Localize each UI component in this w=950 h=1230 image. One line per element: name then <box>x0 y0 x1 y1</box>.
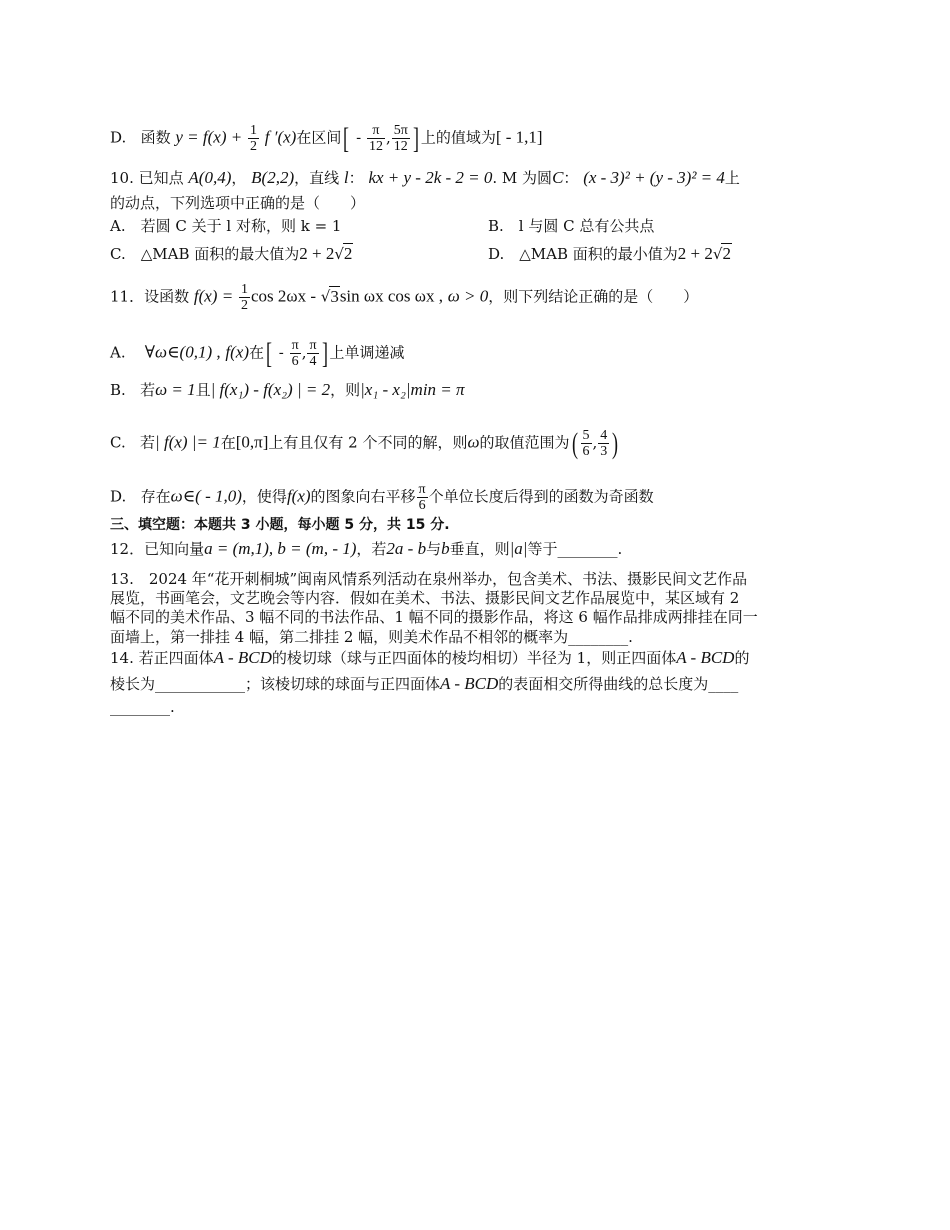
section-title: 三、填空题：本题共 3 小题，每小题 5 分，共 15 分. <box>110 517 450 533</box>
q10-stem: 10. 已知点 A(0,4)， B(2,2)，直线 l： kx + y - 2k - 2 = 0. M 为圆C： (x - 3)² + (y - 3)² = 4上 <box>110 168 740 187</box>
q10-option-d: D. △MAB 面积的最小值为2 + 2√2 <box>488 244 731 263</box>
q12: 12．已知向量a = (m,1), b = (m, - 1)，若2a - b与b垂直，则|a|等于________. <box>110 539 623 558</box>
q14-line-2: 棱长为____________；该棱切球的球面与正四面体A - BCD的表面相交所得曲线的总长度为____ <box>110 674 739 693</box>
q10-option-c: C. △MAB 面积的最大值为2 + 2√2 <box>110 244 353 263</box>
q11-stem: 11．设函数 f(x) = $\frac{1}{2}$ cos 2ωx - √3sin ωx cos ωx , ω > 0，则下列结论正确的是（ ） <box>110 282 699 313</box>
half-fraction: $\frac{1}{2}$ <box>250 123 257 154</box>
q11-option-c: C. 若| f(x) |= 1在[0,π]上有且仅有 2 个不同的解，则ω的取值范围为( $\frac{5}{6}$ , $\frac{4}{3}$ ) <box>110 426 619 460</box>
q11-option-b: B. 若ω = 1且| f(x₁) - f(x₂) | = 2，则|x₁ - x₂|min = π <box>110 380 465 399</box>
q14-line-1: 14. 若正四面体A - BCD的棱切球（球与正四面体的棱均相切）半径为 1，则正四面体A - BCD的 <box>110 648 750 667</box>
q13-line-4: 面墙上，第一排挂 4 幅，第二排挂 2 幅，则美术作品不相邻的概率为________. <box>110 628 633 646</box>
q11-option-d: D. 存在ω∈( - 1,0)，使得f(x)的图象向右平移 $\frac{\pi}{6}$ 个单位长度后得到的函数为奇函数 <box>110 482 654 513</box>
q11-option-a: A. ∀ω∈(0,1) , f(x)在[ - $\frac{\pi}{6}$ , $\frac{\pi}{4}$ ] 上单调递减 <box>110 336 405 370</box>
q14-line-3: ________. <box>110 698 175 716</box>
q13-line-1: 13. 2024 年“花开刺桐城”闽南风情系列活动在泉州举办，包含美术、书法、摄影民间文艺作品 <box>110 570 748 588</box>
q9-option-d: D. 函数 y = f(x) + $\frac{1}{2}$ f ′(x)在区间[ - $\frac{\pi}{12}$ , $\frac{5\pi}{12}$ ] 上的值域为[ - 1,1] <box>110 121 543 155</box>
q10-stem-cont: 的动点，下列选项中正确的是（ ） <box>110 194 366 212</box>
q13-line-2: 展览，书画笔会，文艺晚会等内容．假如在美术、书法、摄影民间文艺作品展览中，某区域有 2 <box>110 589 740 607</box>
q13-line-3: 幅不同的美术作品、3 幅不同的书法作品、1 幅不同的摄影作品，将这 6 幅作品排成两排挂在同一 <box>110 608 758 626</box>
q10-option-b: B. l 与圆 C 总有公共点 <box>488 217 655 235</box>
q10-option-a: A. 若圆 C 关于 l 对称，则 k = 1 <box>110 217 342 235</box>
